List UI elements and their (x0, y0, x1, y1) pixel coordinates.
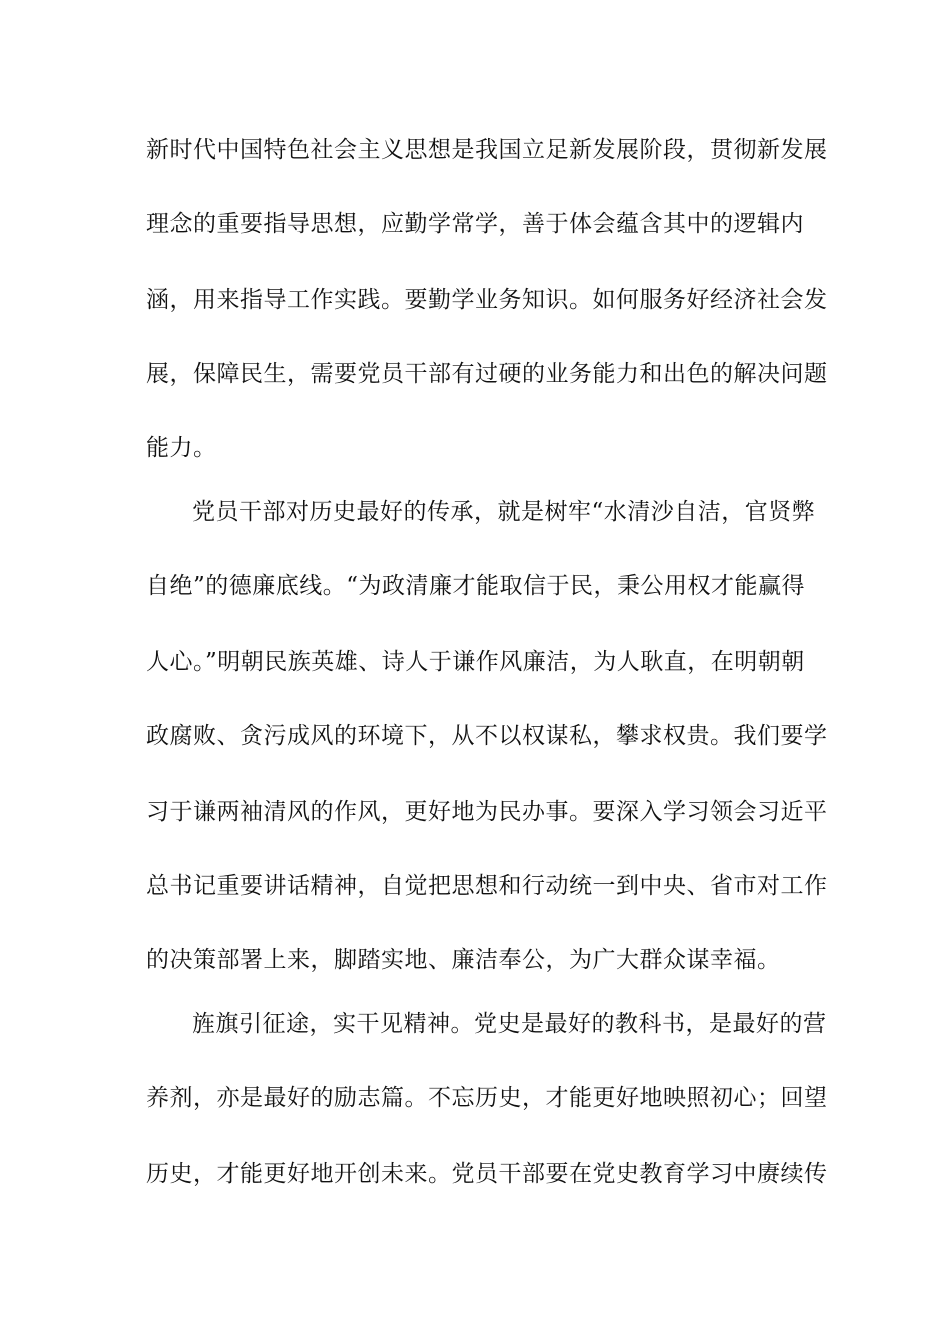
text-line: 新时代中国特色社会主义思想是我国立足新发展阶段，贯彻新发展 (146, 137, 828, 163)
text-line: 人心。”明朝民族英雄、诗人于谦作风廉洁，为人耿直，在明朝朝 (146, 649, 805, 675)
text-line: 展，保障民生，需要党员干部有过硬的业务能力和出色的解决问题 (146, 361, 828, 387)
text-line: 能力。 (146, 435, 217, 461)
text-line: 养剂，亦是最好的励志篇。不忘历史，才能更好地映照初心；回望 (146, 1085, 828, 1111)
paragraph-first-line: 党员干部对历史最好的传承，就是树牢“水清沙自洁，官贤弊 (192, 499, 816, 525)
text-line: 总书记重要讲话精神，自觉把思想和行动统一到中央、省市对工作 (146, 873, 828, 899)
text-line: 政腐败、贪污成风的环境下，从不以权谋私，攀求权贵。我们要学 (146, 723, 828, 749)
paragraph-first-line: 旌旗引征途，实干见精神。党史是最好的教科书，是最好的营 (192, 1011, 827, 1037)
text-line: 理念的重要指导思想，应勤学常学，善于体会蕴含其中的逻辑内 (146, 211, 804, 237)
text-line: 自绝”的德廉底线。“为政清廉才能取信于民，秉公用权才能赢得 (146, 573, 806, 599)
text-line: 习于谦两袖清风的作风，更好地为民办事。要深入学习领会习近平 (146, 799, 828, 825)
text-line: 的决策部署上来，脚踏实地、廉洁奉公，为广大群众谋幸福。 (146, 947, 781, 973)
text-line: 历史，才能更好地开创未来。党员干部要在党史教育学习中赓续传 (146, 1161, 828, 1187)
text-line: 涵，用来指导工作实践。要勤学业务知识。如何服务好经济社会发 (146, 287, 828, 313)
